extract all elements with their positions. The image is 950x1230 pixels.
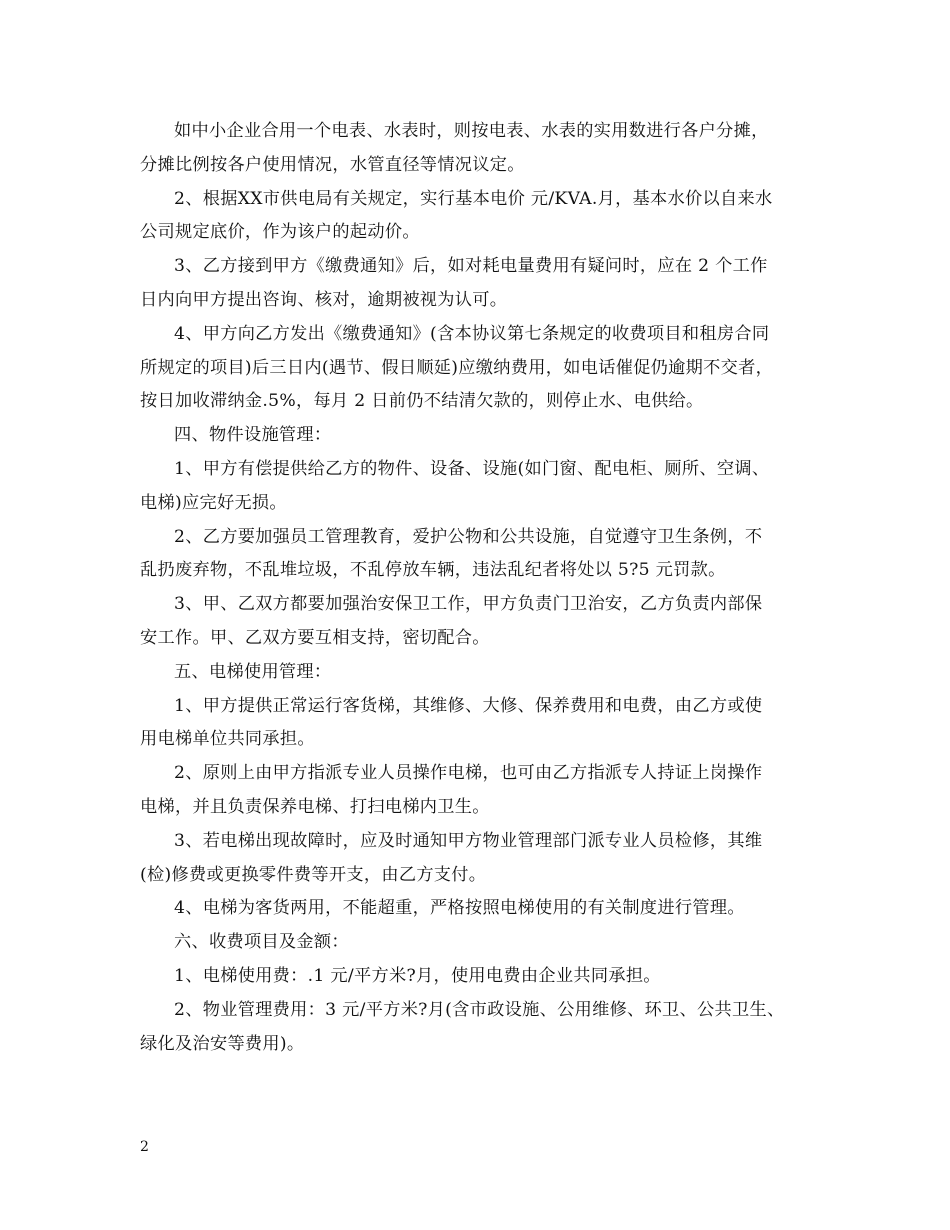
text-line: 按日加收滞纳金.5%，每月 2 日前仍不结清欠款的，则停止水、电供给。 bbox=[140, 391, 704, 412]
text-line: 日内向甲方提出咨询、核对，逾期被视为认可。 bbox=[140, 289, 508, 310]
text-line: 2、物业管理费用：3 元/平方米?月(含市政设施、公用维修、环卫、公共卫生、 bbox=[174, 999, 785, 1020]
text-line: 安工作。甲、乙双方要互相支持，密切配合。 bbox=[140, 627, 490, 648]
text-line: 公司规定底价，作为该户的起动价。 bbox=[140, 222, 420, 243]
text-line: 1、电梯使用费：.1 元/平方米?月，使用电费由企业共同承担。 bbox=[174, 965, 661, 986]
text-line: 四、物件设施管理： bbox=[174, 425, 332, 446]
text-line: 电梯，并且负责保养电梯、打扫电梯内卫生。 bbox=[140, 796, 490, 817]
text-line: 2、原则上由甲方指派专业人员操作电梯，也可由乙方指派专人持证上岗操作 bbox=[174, 763, 763, 784]
text-line: 2、根据XX市供电局有关规定，实行基本电价 元/KVA.月，基本水价以自来水 bbox=[174, 188, 773, 209]
text-line: 2、乙方要加强员工管理教育，爱护公物和公共设施，自觉遵守卫生条例，不 bbox=[174, 526, 763, 547]
text-line: 分摊比例按各户使用情况，水管直径等情况议定。 bbox=[140, 154, 525, 175]
text-line: (检)修费或更换零件费等开支，由乙方支付。 bbox=[140, 864, 487, 885]
page-number: 2 bbox=[140, 1139, 149, 1155]
text-line: 绿化及治安等费用)。 bbox=[140, 1033, 305, 1054]
document-body bbox=[140, 115, 820, 1061]
text-line: 3、若电梯出现故障时，应及时通知甲方物业管理部门派专业人员检修，其维 bbox=[174, 830, 763, 851]
text-line: 六、收费项目及金额： bbox=[174, 932, 349, 953]
text-line: 1、甲方有偿提供给乙方的物件、设备、设施(如门窗、配电柜、厕所、空调、 bbox=[174, 458, 770, 479]
text-line: 1、甲方提供正常运行客货梯，其维修、大修、保养费用和电费，由乙方或使 bbox=[174, 695, 763, 716]
text-line: 4、甲方向乙方发出《缴费通知》(含本协议第七条规定的收费项目和租房合同 bbox=[174, 323, 770, 344]
text-line: 五、电梯使用管理： bbox=[174, 661, 332, 682]
text-line: 如中小企业合用一个电表、水表时，则按电表、水表的实用数进行各户分摊， bbox=[174, 121, 769, 141]
text-line: 电梯)应完好无损。 bbox=[140, 492, 287, 513]
text-line: 所规定的项目)后三日内(遇节、假日顺延)应缴纳费用，如电话催促仍逾期不交者， bbox=[140, 357, 774, 378]
text-line: 3、乙方接到甲方《缴费通知》后，如对耗电量费用有疑问时，应在 2 个工作 bbox=[174, 256, 768, 277]
text-line: 用电梯单位共同承担。 bbox=[140, 729, 315, 750]
text-line: 4、电梯为客货两用，不能超重，严格按照电梯使用的有关制度进行管理。 bbox=[174, 898, 745, 919]
text-line: 乱扔废弃物，不乱堆垃圾，不乱停放车辆，违法乱纪者将处以 5?5 元罚款。 bbox=[140, 560, 726, 581]
text-line: 3、甲、乙双方都要加强治安保卫工作，甲方负责门卫治安，乙方负责内部保 bbox=[174, 594, 763, 615]
